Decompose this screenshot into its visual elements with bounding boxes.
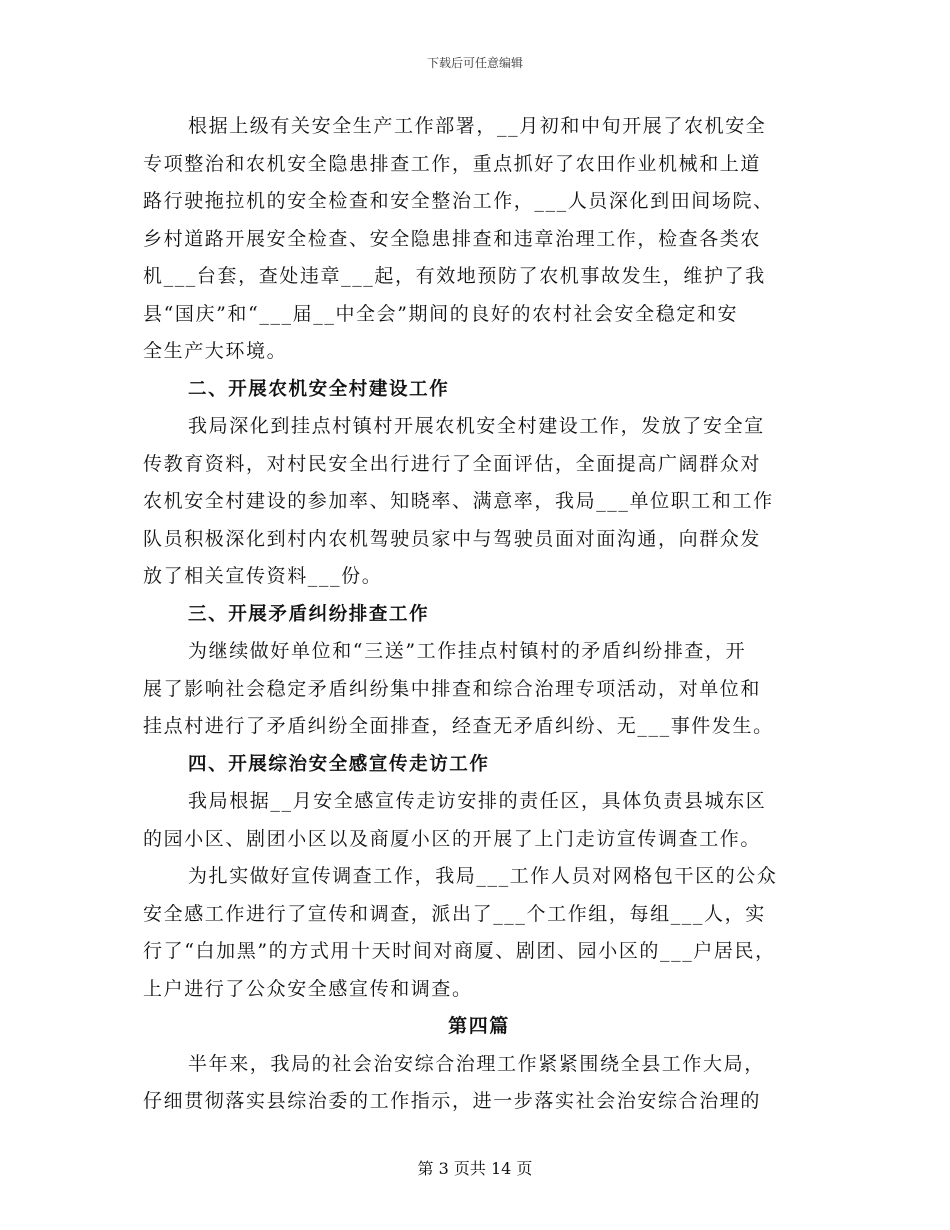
paragraph-line: 乡村道路开展安全检查、安全隐患排查和违章治理工作，检查各类农 bbox=[143, 227, 762, 250]
paragraph-line: 我局深化到挂点村镇村开展农机安全村建设工作，发放了安全宣 bbox=[188, 415, 765, 437]
section-heading-4: 四、开展综治安全感宣传走访工作 bbox=[188, 753, 490, 775]
paragraph-line: 展了影响社会稳定矛盾纠纷集中排查和综合治理专项活动，对单位和 bbox=[143, 677, 762, 700]
paragraph-line: 根据上级有关安全生产工作部署，__月初和中旬开展了农机安全 bbox=[188, 115, 767, 137]
paragraph-line: 安全感工作进行了宣传和调查，派出了___个工作组，每组___人，实 bbox=[143, 902, 766, 925]
paragraph-line: 队员积极深化到村内农机驾驶员家中与驾驶员面对面沟通，向群众发 bbox=[143, 527, 762, 550]
chapter-title: 第四篇 bbox=[448, 1015, 510, 1037]
paragraph-line: 我局根据__月安全感宣传走访安排的责任区，具体负责县城东区 bbox=[188, 790, 767, 812]
paragraph-line: 农机安全村建设的参加率、知晓率、满意率，我局___单位职工和工作 bbox=[143, 490, 774, 512]
page-number: 第 3 页共 14 页 bbox=[417, 1159, 533, 1178]
paragraph-line: 县“国庆”和“___届__中全会”期间的良好的农村社会安全稳定和安 bbox=[143, 302, 739, 325]
paragraph-line: 全生产大环境。 bbox=[143, 340, 288, 362]
paragraph-line: 放了相关宣传资料___份。 bbox=[143, 565, 383, 587]
paragraph-line: 仔细贯彻落实县综治委的工作指示，进一步落实社会治安综合治理的 bbox=[143, 1090, 762, 1112]
document-body bbox=[143, 108, 815, 1121]
paragraph-line: 路行驶拖拉机的安全检查和安全整治工作，___人员深化到田间场院、 bbox=[143, 190, 774, 212]
paragraph-line: 挂点村进行了矛盾纠纷全面排查，经查无矛盾纠纷、无___事件发生。 bbox=[143, 715, 774, 737]
paragraph-line: 为继续做好单位和“三送”工作挂点村镇村的矛盾纠纷排查，开 bbox=[188, 640, 747, 662]
paragraph-line: 传教育资料，对村民安全出行进行了全面评估，全面提高广阔群众对 bbox=[143, 452, 762, 475]
paragraph-line: 的园小区、剧团小区以及商厦小区的开展了上门走访宣传调查工作。 bbox=[143, 827, 762, 850]
paragraph-line: 半年来，我局的社会治安综合治理工作紧紧围绕全县工作大局， bbox=[188, 1052, 765, 1075]
download-note: 下载后可任意编辑 bbox=[426, 56, 523, 70]
paragraph-line: 机___台套，查处违章___起，有效地预防了农机事故发生，维护了我 bbox=[143, 265, 766, 287]
section-heading-3: 三、开展矛盾纠纷排查工作 bbox=[188, 603, 430, 625]
section-heading-2: 二、开展农机安全村建设工作 bbox=[188, 378, 450, 400]
paragraph-line: 专项整治和农机安全隐患排查工作，重点抓好了农田作业机械和上道 bbox=[143, 152, 762, 175]
paragraph-line: 为扎实做好宣传调查工作，我局___工作人员对网格包干区的公众 bbox=[188, 865, 778, 887]
paragraph-line: 上户进行了公众安全感宣传和调查。 bbox=[143, 977, 473, 1000]
paragraph-line: 行了“白加黑”的方式用十天时间对商厦、剧团、园小区的___户居民， bbox=[143, 940, 776, 962]
